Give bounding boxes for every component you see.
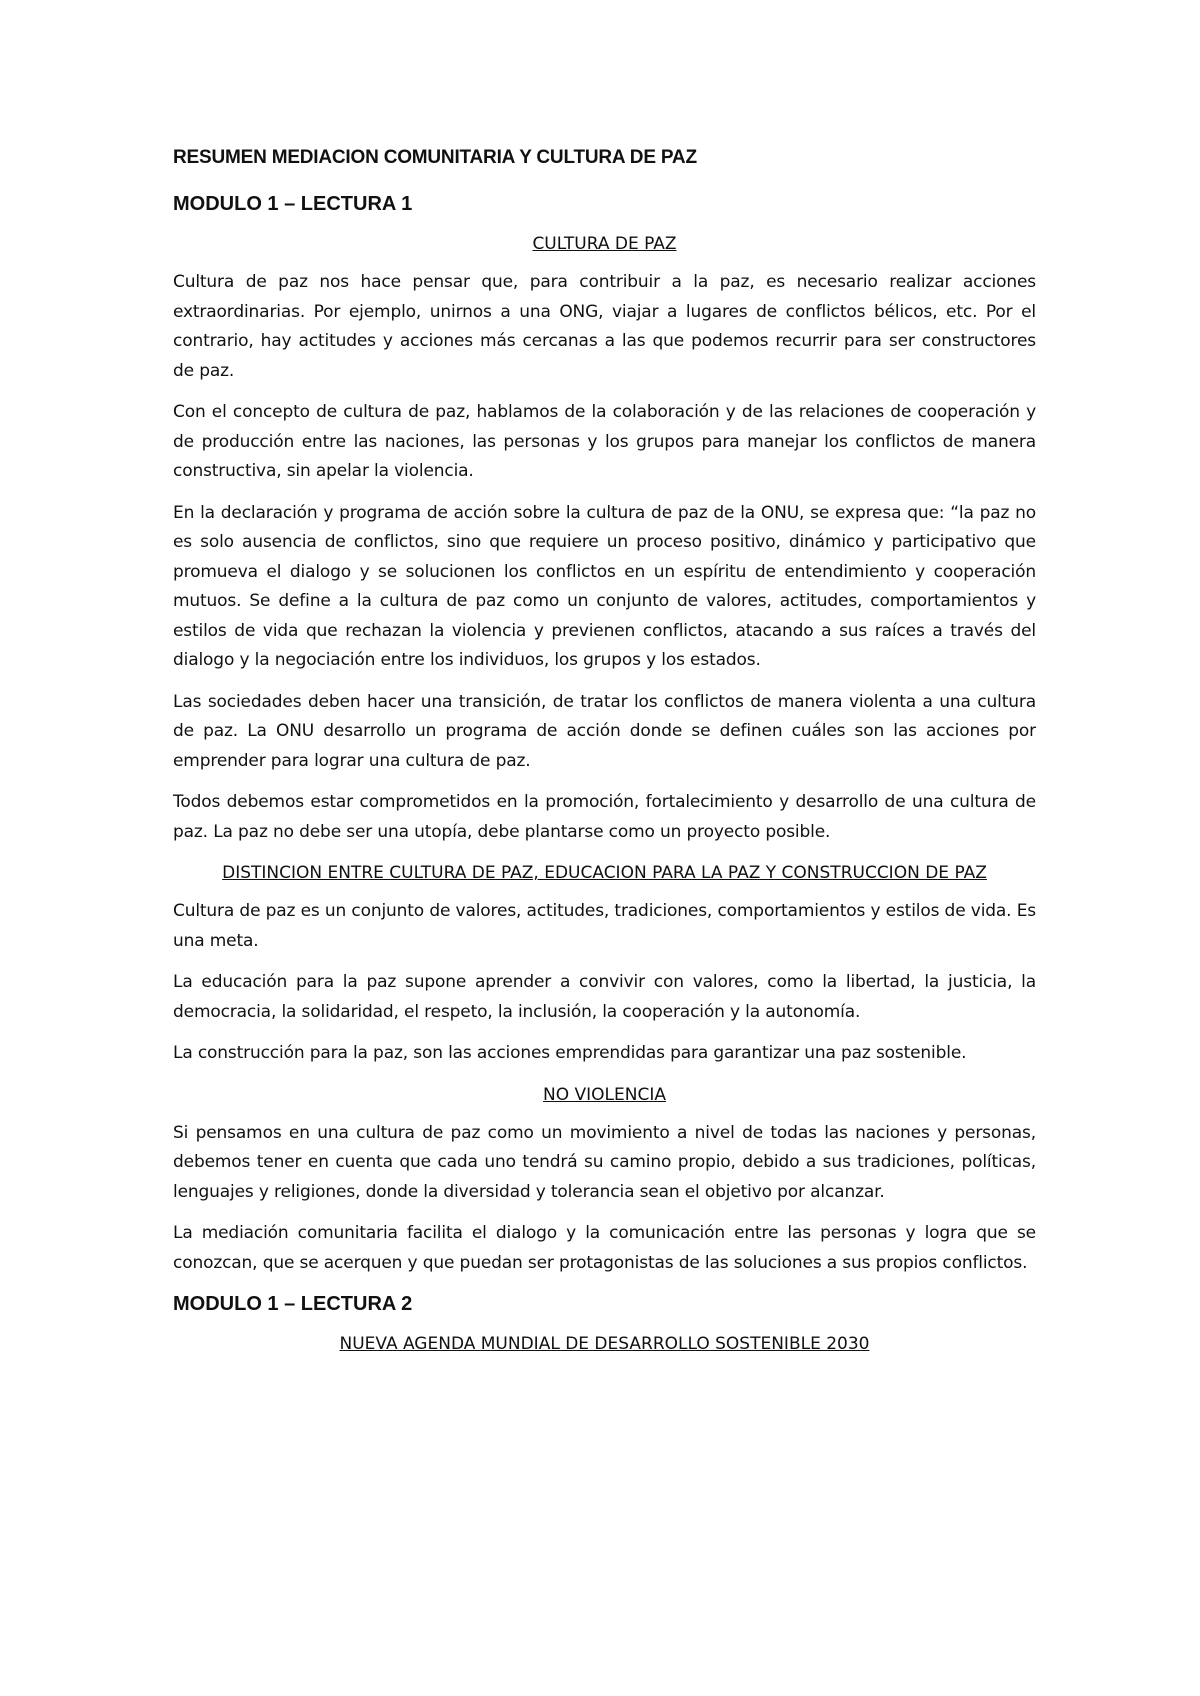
section-heading-no-violencia: NO VIOLENCIA <box>543 1084 666 1105</box>
document-title: RESUMEN MEDIACION COMUNITARIA Y CULTURA DE PAZ <box>173 147 697 168</box>
paragraph: La mediación comunitaria facilita el dialogo y la comunicación entre las personas y logra que se conozcan, que se acerquen y que puedan ser protagonistas de las soluciones a sus propios conflictos. <box>173 1223 1036 1273</box>
paragraph: En la declaración y programa de acción sobre la cultura de paz de la ONU, se expresa que: “la paz no es solo ausencia de conflictos, sino que requiere un proceso positivo, dinámico y participativo que promueva el dialogo y se solucionen los conflictos en un espíritu de entendimiento y cooperación mutuos. Se define a la cultura de paz como un conjunto de valores, actitudes, comportamientos y estilos de vida que rechazan la violencia y previenen conflictos, atacando a sus raíces a través del dialogo y la negociación entre los individuos, los grupos y los estados. <box>173 502 1036 670</box>
module-1-lectura-2-heading: MODULO 1 – LECTURA 2 <box>173 1293 413 1315</box>
section-heading-agenda-2030: NUEVA AGENDA MUNDIAL DE DESARROLLO SOSTENIBLE 2030 <box>339 1334 870 1354</box>
paragraph: Con el concepto de cultura de paz, hablamos de la colaboración y de las relaciones de cooperación y de producción entre las naciones, las personas y los grupos para manejar los conflictos de manera constructiva, sin apelar la violencia. <box>173 402 1036 481</box>
paragraph: Cultura de paz nos hace pensar que, para contribuir a la paz, es necesario realizar acciones extraordinarias. Por ejemplo, unirnos a una ONG, viajar a lugares de conflictos bélicos, etc. Por el contrario, hay actitudes y acciones más cercanas a las que podemos recurrir para ser constructores de paz. <box>173 272 1036 381</box>
module-1-lectura-1-heading: MODULO 1 – LECTURA 1 <box>173 193 413 215</box>
paragraph: Las sociedades deben hacer una transición, de tratar los conflictos de manera violenta a una cultura de paz. La ONU desarrollo un programa de acción donde se definen cuáles son las acciones por emprender para lograr una cultura de paz. <box>173 691 1036 771</box>
paragraph: Cultura de paz es un conjunto de valores, actitudes, tradiciones, comportamientos y estilos de vida. Es una meta. <box>173 901 1036 951</box>
paragraph: La educación para la paz supone aprender a convivir con valores, como la libertad, la justicia, la democracia, la solidaridad, el respeto, la inclusión, la cooperación y la autonomía. <box>173 972 1036 1022</box>
paragraph: Si pensamos en una cultura de paz como un movimiento a nivel de todas las naciones y personas, debemos tener en cuenta que cada uno tendrá su camino propio, debido a sus tradiciones, políticas, lenguajes y religiones, donde la diversidad y tolerancia sean el objetivo por alcanzar. <box>173 1122 1036 1202</box>
section-heading-distincion: DISTINCION ENTRE CULTURA DE PAZ, EDUCACION PARA LA PAZ Y CONSTRUCCION DE PAZ <box>222 863 987 883</box>
document-body <box>173 140 1036 1368</box>
paragraph: Todos debemos estar comprometidos en la promoción, fortalecimiento y desarrollo de una cultura de paz. La paz no debe ser una utopía, debe plantarse como un proyecto posible. <box>173 792 1036 842</box>
paragraph: La construcción para la paz, son las acciones emprendidas para garantizar una paz sostenible. <box>173 1043 967 1063</box>
section-heading-cultura-de-paz: CULTURA DE PAZ <box>532 234 677 254</box>
